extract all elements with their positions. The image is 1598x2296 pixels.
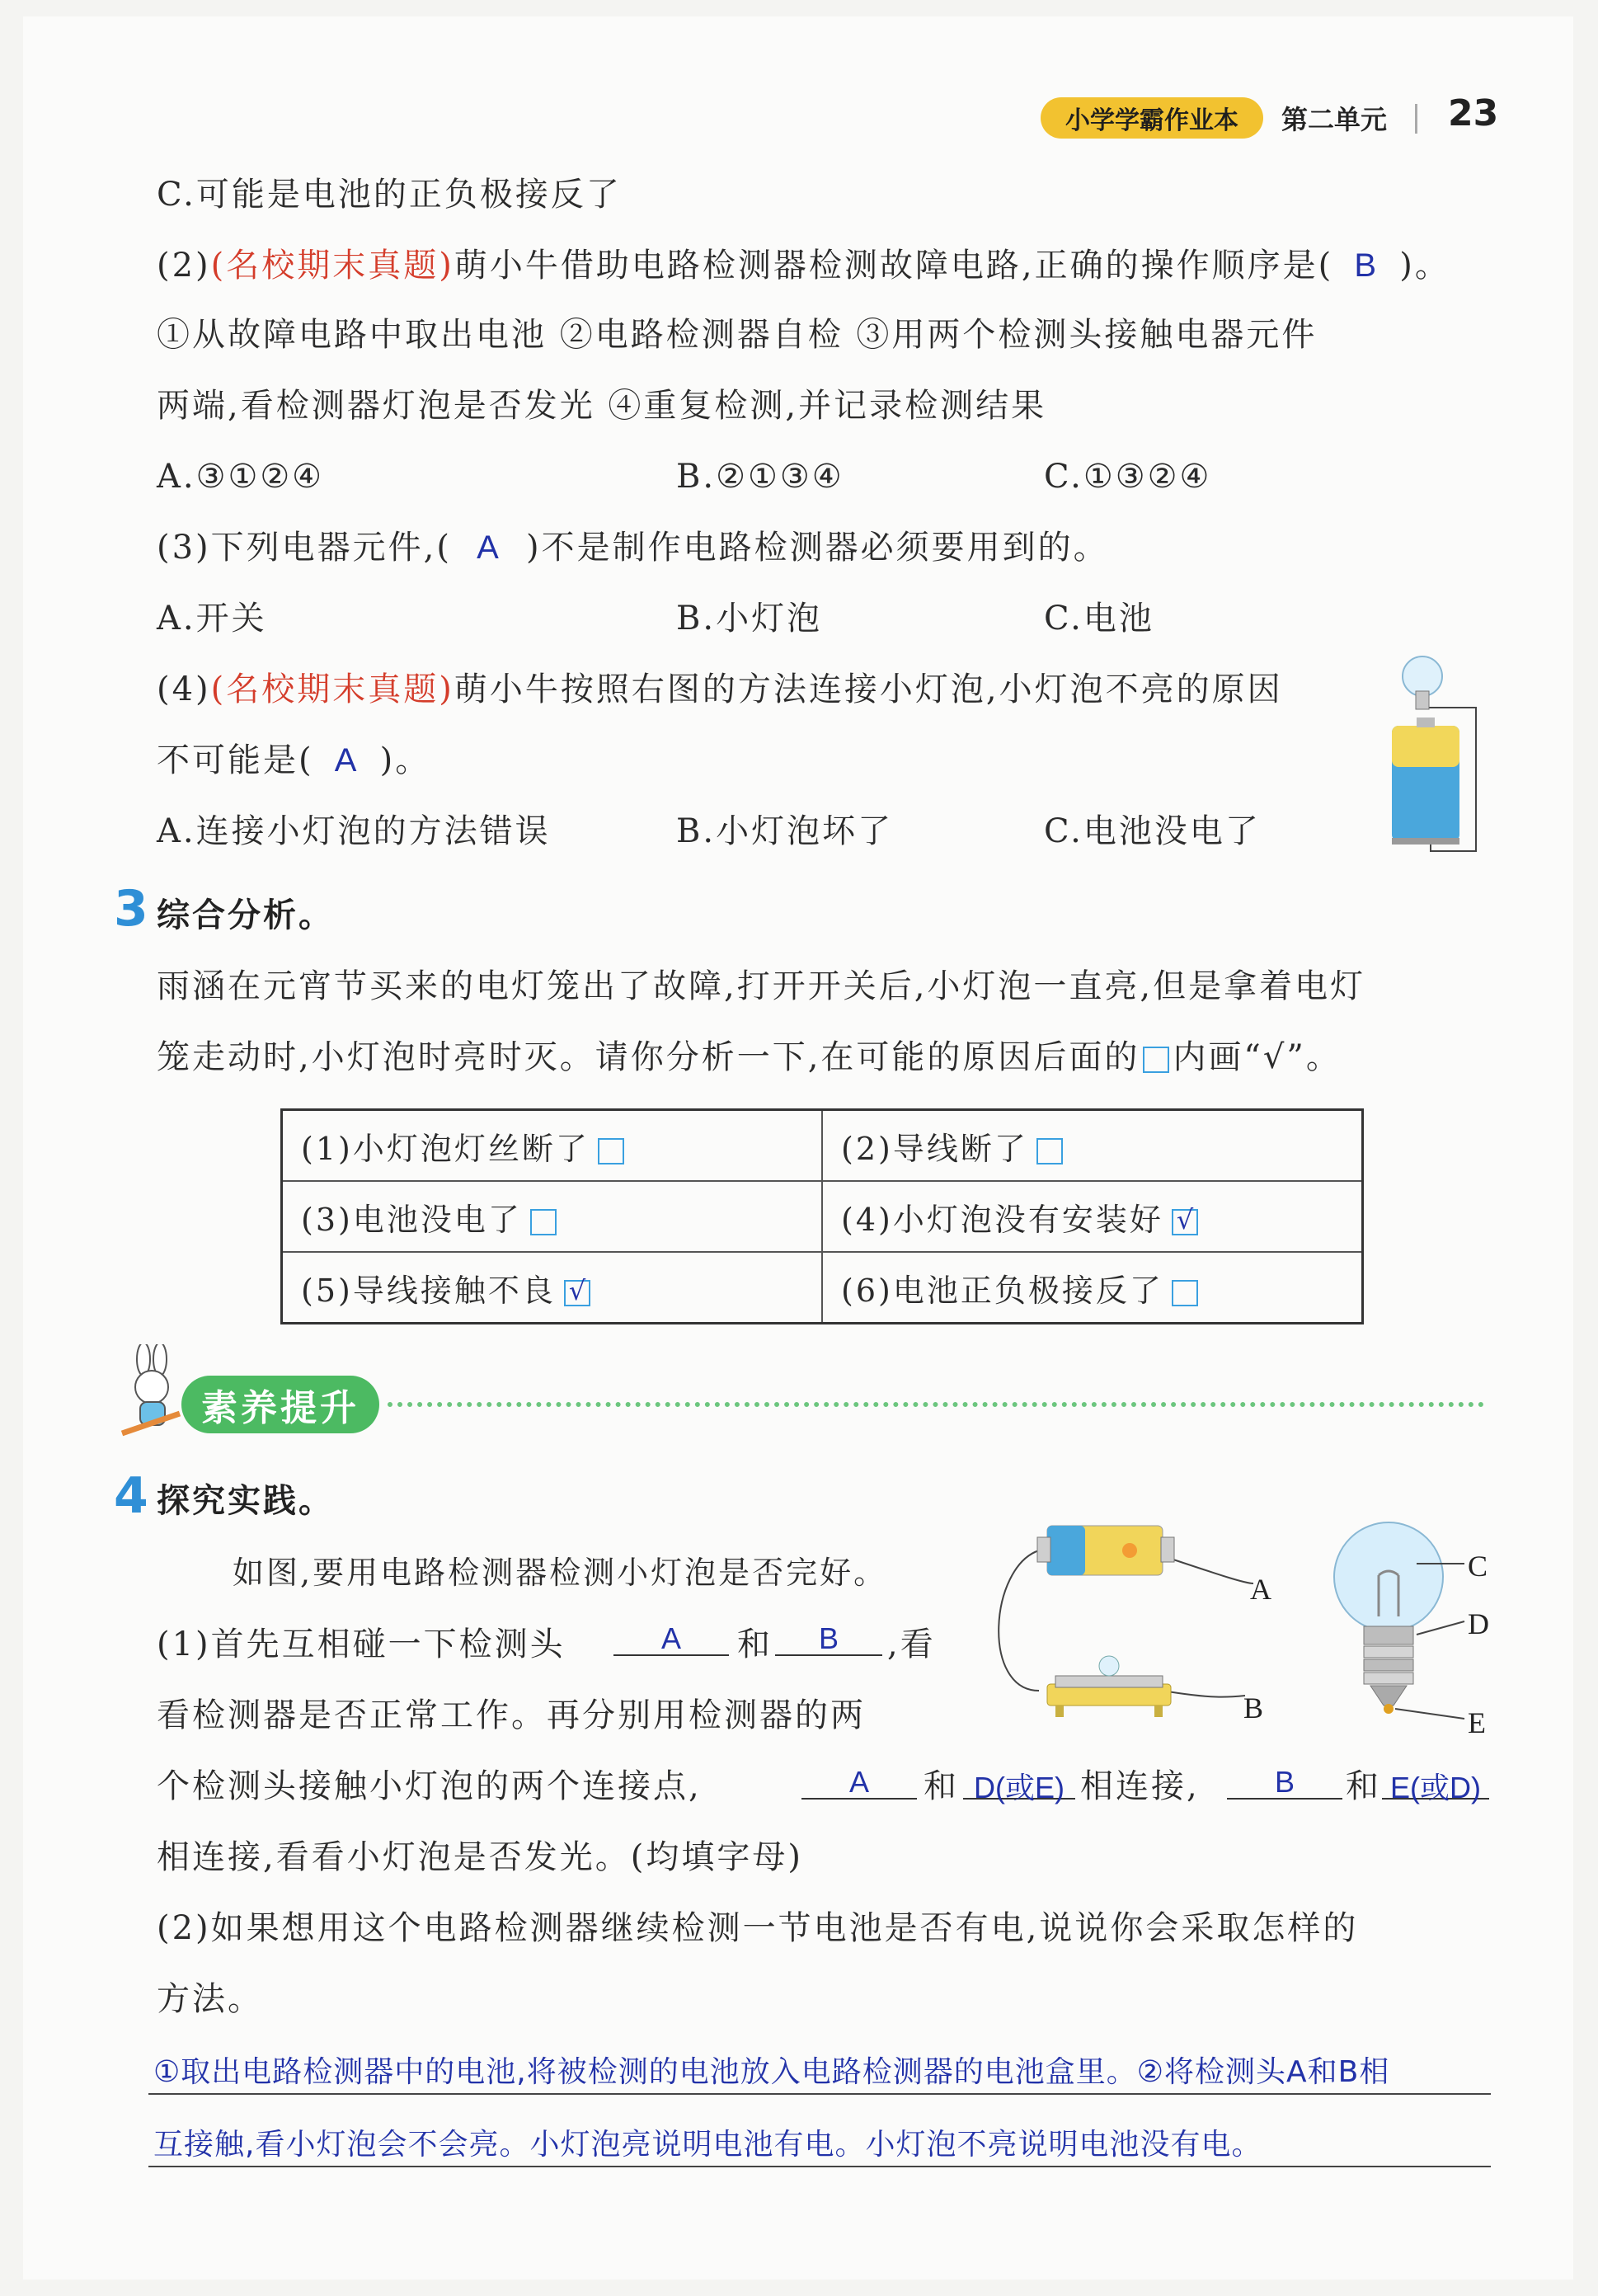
q4-1-text-and: 和 bbox=[737, 1626, 773, 1663]
answer-rule-2 bbox=[148, 2166, 1491, 2167]
q3-option-text: (1)小灯泡灯丝断了 bbox=[301, 1130, 590, 1167]
q2-2-end: )。 bbox=[1399, 247, 1450, 285]
label-c: C bbox=[1468, 1550, 1488, 1583]
q2-3-end: )不是制作电路检测器必须要用到的。 bbox=[525, 529, 1109, 567]
q3-option-text: (6)电池正负极接反了 bbox=[841, 1272, 1163, 1309]
q3-checkbox[interactable] bbox=[530, 1209, 557, 1235]
q2-3-option-b: B.小灯泡 bbox=[676, 600, 823, 638]
table-cell bbox=[822, 1181, 1363, 1252]
q2-4-text: 萌小牛按照右图的方法连接小灯泡,小灯泡不亮的原因 bbox=[454, 670, 1283, 708]
q2-2-steps-line1: ①从故障电路中取出电池 ②电路检测器自检 ③用两个检测头接触电器元件 bbox=[157, 316, 1318, 354]
q4-1-line4: 相连接,看看小灯泡是否发光。(均填字母) bbox=[157, 1838, 803, 1876]
q3-stem-line1: 雨涵在元宵节买来的电灯笼出了故障,打开开关后,小灯泡一直亮,但是拿着电灯 bbox=[157, 967, 1366, 1005]
q4-1-blank-5[interactable]: B bbox=[1227, 1765, 1342, 1800]
q4-2-answer-line1: ①取出电路检测器中的电池,将被检测的电池放入电路检测器的电池盒里。②将检测头A和B相 bbox=[153, 2055, 1390, 2089]
label-d: D bbox=[1468, 1607, 1489, 1640]
bunny-mascot-icon bbox=[115, 1344, 190, 1443]
q4-1-text-a: (1)首先互相碰一下检测头 bbox=[157, 1626, 566, 1663]
checkbox-sample-icon bbox=[1143, 1047, 1169, 1073]
table-row bbox=[282, 1252, 1363, 1324]
q2-1-option-c: C.可能是电池的正负极接反了 bbox=[157, 176, 622, 214]
q3-checkbox[interactable] bbox=[564, 1275, 590, 1306]
section-banner: 素养提升 bbox=[181, 1376, 379, 1433]
q4-1-line1 bbox=[157, 1628, 566, 1661]
q3-number: 3 bbox=[114, 880, 148, 938]
banner-dotted-line bbox=[388, 1402, 1484, 1407]
q4-1-line3-and: 和 bbox=[924, 1767, 959, 1805]
q2-3-option-a: A.开关 bbox=[157, 600, 267, 638]
q2-4-option-c: C.电池没电了 bbox=[1044, 812, 1261, 850]
q3-checkbox[interactable] bbox=[1172, 1280, 1198, 1306]
q2-4-stem-line2 bbox=[157, 741, 431, 779]
q2-4-stem bbox=[157, 670, 1283, 708]
header-divider bbox=[1415, 104, 1417, 134]
q3-title: 综合分析。 bbox=[157, 896, 334, 934]
q2-2-option-a: A.③①②④ bbox=[157, 458, 325, 496]
q3-option-text: (2)导线断了 bbox=[841, 1130, 1028, 1167]
label-a: A bbox=[1250, 1573, 1271, 1606]
q2-4-option-a: A.连接小灯泡的方法错误 bbox=[157, 812, 551, 850]
q2-2-answer: B bbox=[1354, 247, 1379, 284]
q2-2-text: 萌小牛借助电路检测器检测故障电路,正确的操作顺序是( bbox=[454, 247, 1334, 285]
q2-3-answer: A bbox=[477, 529, 501, 566]
q4-1-line3-c: 相连接, bbox=[1080, 1767, 1200, 1805]
q3-option-text: (3)电池没电了 bbox=[301, 1201, 522, 1238]
answer-rule-1 bbox=[148, 2093, 1491, 2095]
table-cell bbox=[282, 1181, 823, 1252]
label-e: E bbox=[1468, 1706, 1486, 1739]
q4-1-line3-and2: 和 bbox=[1346, 1767, 1381, 1805]
q4-1-blank-1[interactable]: A bbox=[613, 1621, 729, 1656]
unit-label: 第二单元 bbox=[1281, 104, 1388, 135]
q4-title: 探究实践。 bbox=[157, 1482, 334, 1520]
q4-1-blank-4[interactable]: D(或E) bbox=[963, 1765, 1075, 1800]
q2-4-line2-a: 不可能是( bbox=[157, 741, 314, 779]
q4-2-line2: 方法。 bbox=[157, 1980, 263, 2018]
q2-2-stem bbox=[157, 247, 1450, 285]
q2-2-option-b: B.②①③④ bbox=[676, 458, 844, 496]
q2-4-line2-b: )。 bbox=[379, 741, 431, 779]
q2-2-source-tag: (名校期末真题) bbox=[210, 247, 454, 285]
q2-2-number: (2) bbox=[157, 247, 211, 285]
q2-4-number: (4) bbox=[157, 670, 211, 708]
check-mark: √ bbox=[568, 1275, 589, 1306]
q3-checkbox[interactable] bbox=[1172, 1204, 1198, 1235]
q4-1-line2: 看检测器是否正常工作。再分别用检测器的两 bbox=[157, 1696, 866, 1734]
q4-number: 4 bbox=[114, 1467, 148, 1525]
q2-4-source-tag: (名校期末真题) bbox=[210, 670, 454, 708]
q2-3-option-c: C.电池 bbox=[1044, 600, 1154, 638]
q3-stem-line2 bbox=[157, 1038, 1342, 1076]
q4-1-line3-a: 个检测头接触小灯泡的两个连接点, bbox=[157, 1767, 702, 1805]
q3-stem-line2-a: 笼走动时,小灯泡时亮时灭。请你分析一下,在可能的原因后面的 bbox=[157, 1038, 1140, 1076]
q2-4-option-b: B.小灯泡坏了 bbox=[676, 812, 894, 850]
q4-1-text-c: ,看 bbox=[887, 1626, 936, 1663]
bulb-illustration bbox=[1319, 1517, 1484, 1732]
q2-3-stem bbox=[157, 529, 1109, 567]
q3-option-text: (4)小灯泡没有安装好 bbox=[841, 1201, 1163, 1238]
q4-1-blank-3[interactable]: A bbox=[801, 1765, 917, 1800]
table-cell bbox=[822, 1252, 1363, 1324]
table-row bbox=[282, 1110, 1363, 1182]
page-number: 23 bbox=[1448, 92, 1499, 134]
q4-1-blank-6[interactable]: E(或D) bbox=[1382, 1765, 1489, 1800]
battery-bulb-illustration bbox=[1385, 643, 1492, 858]
q2-2-option-c: C.①③②④ bbox=[1044, 458, 1212, 496]
table-cell bbox=[282, 1252, 823, 1324]
q4-2-line1: (2)如果想用这个电路检测器继续检测一节电池是否有电,说说你会采取怎样的 bbox=[157, 1909, 1359, 1947]
q2-2-steps-line2: 两端,看检测器灯泡是否发光 ④重复检测,并记录检测结果 bbox=[157, 387, 1047, 425]
q3-option-text: (5)导线接触不良 bbox=[301, 1272, 556, 1309]
check-mark: √ bbox=[1176, 1204, 1196, 1235]
q3-options-table bbox=[280, 1108, 1364, 1324]
q4-2-answer-line2: 互接触,看小灯泡会不会亮。小灯泡亮说明电池有电。小灯泡不亮说明电池没有电。 bbox=[153, 2128, 1262, 2162]
q4-1-blank-2[interactable]: B bbox=[775, 1621, 882, 1656]
table-cell bbox=[822, 1110, 1363, 1182]
table-cell bbox=[282, 1110, 823, 1182]
book-title-badge: 小学学霸作业本 bbox=[1041, 97, 1263, 139]
label-b: B bbox=[1243, 1691, 1264, 1724]
q3-checkbox[interactable] bbox=[1036, 1138, 1063, 1164]
q2-3-prefix: (3)下列电器元件,( bbox=[157, 529, 452, 567]
q3-stem-line2-b: 内画“√”。 bbox=[1173, 1038, 1342, 1076]
q2-4-answer: A bbox=[334, 742, 360, 779]
q3-checkbox[interactable] bbox=[598, 1138, 624, 1164]
table-row bbox=[282, 1181, 1363, 1252]
q4-intro: 如图,要用电路检测器检测小灯泡是否完好。 bbox=[233, 1555, 888, 1591]
